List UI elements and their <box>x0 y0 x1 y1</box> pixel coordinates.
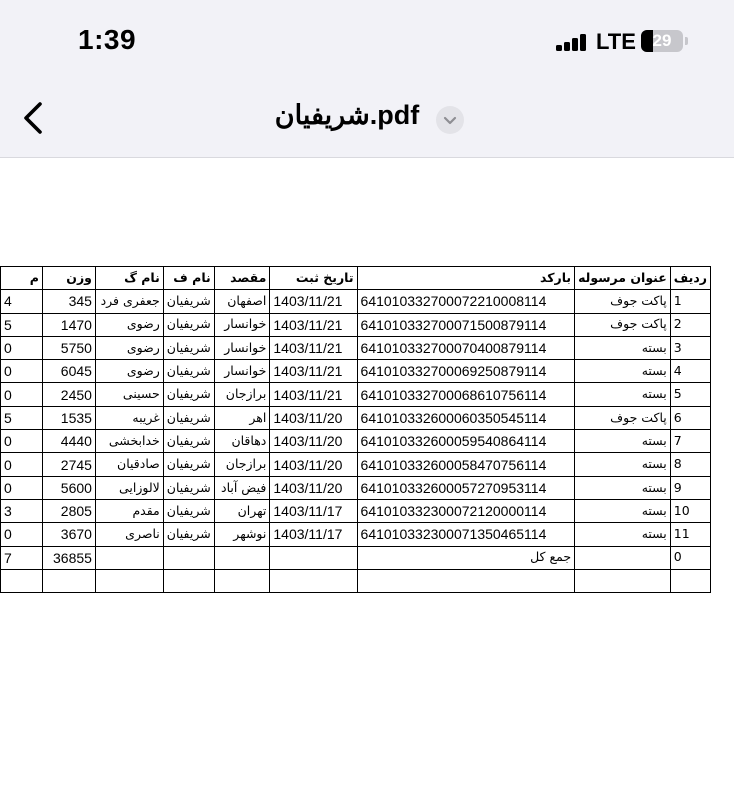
cell-destination: تهران <box>214 499 270 522</box>
status-time: 1:39 <box>78 24 137 55</box>
cell-first-name: حسینی <box>95 383 163 406</box>
cell-total-row-number: 0 <box>670 546 710 569</box>
cell-shipment-title: بسته <box>575 499 671 522</box>
cell-destination: اصفهان <box>214 290 270 313</box>
table-row <box>1 476 711 499</box>
table-header-row <box>1 267 711 290</box>
cell-destination: خوانسار <box>214 360 270 383</box>
header-date: تاریخ ثبت <box>270 267 357 290</box>
cell-row-number: 3 <box>670 336 710 359</box>
shipments-table <box>0 266 711 593</box>
cell-barcode: 641010332700071500879114 <box>357 313 575 336</box>
document-title[interactable]: شریفیان.pdf <box>274 100 420 130</box>
battery-icon <box>641 30 683 52</box>
header-first-name: نام گ <box>95 267 163 290</box>
cell-weight: 4440 <box>42 430 95 453</box>
cell-empty <box>1 569 43 592</box>
cell-date: 1403/11/21 <box>270 290 357 313</box>
cell-shipment-title: پاکت جوف <box>575 406 671 429</box>
cell-empty <box>270 546 357 569</box>
cell-empty <box>270 569 357 592</box>
cell-date: 1403/11/21 <box>270 336 357 359</box>
cell-extra: 3 <box>1 499 43 522</box>
navigation-bar <box>0 80 734 158</box>
cell-row-number: 5 <box>670 383 710 406</box>
cell-first-name: رضوی <box>95 313 163 336</box>
cell-shipment-title: بسته <box>575 336 671 359</box>
cell-barcode: 641010332700072210008114 <box>357 290 575 313</box>
table-row <box>1 336 711 359</box>
table-row <box>1 430 711 453</box>
cell-empty <box>95 546 163 569</box>
cell-first-name: مقدم <box>95 499 163 522</box>
cell-total-extra: 7 <box>1 546 43 569</box>
cell-first-name: غریبه <box>95 406 163 429</box>
header-last-name: نام ف <box>163 267 214 290</box>
cell-first-name: جعفری فرد <box>95 290 163 313</box>
cell-empty <box>575 546 671 569</box>
cell-shipment-title: بسته <box>575 383 671 406</box>
cellular-signal-icon <box>556 33 588 51</box>
cell-last-name: شریفیان <box>163 383 214 406</box>
cell-barcode: 641010332700070400879114 <box>357 336 575 359</box>
cell-barcode: 641010332300072120000114 <box>357 499 575 522</box>
cell-extra: 0 <box>1 360 43 383</box>
cell-destination: برازجان <box>214 383 270 406</box>
cell-first-name: ناصری <box>95 523 163 546</box>
cell-shipment-title: بسته <box>575 430 671 453</box>
cell-row-number: 9 <box>670 476 710 499</box>
cell-destination: نوشهر <box>214 523 270 546</box>
table-row <box>1 406 711 429</box>
cell-last-name: شریفیان <box>163 360 214 383</box>
cell-barcode: 641010332700068610756114 <box>357 383 575 406</box>
cell-date: 1403/11/21 <box>270 360 357 383</box>
header-row-number: ردیف <box>670 267 710 290</box>
cell-total-label: جمع کل <box>357 546 575 569</box>
cell-extra: 0 <box>1 383 43 406</box>
cell-destination: اهر <box>214 406 270 429</box>
cell-total-weight: 36855 <box>42 546 95 569</box>
cell-row-number: 6 <box>670 406 710 429</box>
cell-date: 1403/11/21 <box>270 383 357 406</box>
table-row <box>1 523 711 546</box>
table-empty-row <box>1 569 711 592</box>
cell-date: 1403/11/17 <box>270 523 357 546</box>
table-row <box>1 360 711 383</box>
cell-destination: دهاقان <box>214 430 270 453</box>
cell-destination: خوانسار <box>214 313 270 336</box>
chevron-down-icon <box>436 106 464 134</box>
cell-empty <box>357 569 575 592</box>
cell-row-number: 4 <box>670 360 710 383</box>
cell-barcode: 641010332700069250879114 <box>357 360 575 383</box>
cell-extra: 0 <box>1 336 43 359</box>
cell-last-name: شریفیان <box>163 523 214 546</box>
cell-row-number: 7 <box>670 430 710 453</box>
cell-last-name: شریفیان <box>163 476 214 499</box>
cell-weight: 2805 <box>42 499 95 522</box>
cell-empty <box>575 569 671 592</box>
cell-row-number: 2 <box>670 313 710 336</box>
cell-extra: 0 <box>1 476 43 499</box>
cell-empty <box>214 569 270 592</box>
table-row <box>1 453 711 476</box>
header-barcode: بارکد <box>357 267 575 290</box>
title-menu-button[interactable] <box>436 106 464 134</box>
cell-empty <box>95 569 163 592</box>
header-weight: وزن <box>42 267 95 290</box>
cell-last-name: شریفیان <box>163 406 214 429</box>
cell-date: 1403/11/17 <box>270 499 357 522</box>
cell-weight: 1535 <box>42 406 95 429</box>
cell-shipment-title: پاکت جوف <box>575 313 671 336</box>
cell-row-number: 1 <box>670 290 710 313</box>
cell-date: 1403/11/20 <box>270 476 357 499</box>
cell-extra: 4 <box>1 290 43 313</box>
header-shipment-title: عنوان مرسوله <box>575 267 671 290</box>
cell-barcode: 641010332600060350545114 <box>357 406 575 429</box>
cell-extra: 5 <box>1 406 43 429</box>
cell-empty <box>670 569 710 592</box>
status-bar <box>0 0 734 80</box>
cell-first-name: صادقیان <box>95 453 163 476</box>
table-row <box>1 383 711 406</box>
cell-last-name: شریفیان <box>163 453 214 476</box>
table-row <box>1 290 711 313</box>
cell-destination: فیض آباد <box>214 476 270 499</box>
cell-weight: 1470 <box>42 313 95 336</box>
header-extra: م <box>1 267 43 290</box>
table-row <box>1 499 711 522</box>
battery-level: 29 <box>652 31 672 50</box>
cell-weight: 2450 <box>42 383 95 406</box>
cell-barcode: 641010332600059540864114 <box>357 430 575 453</box>
cell-weight: 5600 <box>42 476 95 499</box>
cell-date: 1403/11/21 <box>270 313 357 336</box>
pdf-page[interactable] <box>0 158 734 800</box>
cell-last-name: شریفیان <box>163 290 214 313</box>
cell-weight: 345 <box>42 290 95 313</box>
cell-shipment-title: بسته <box>575 453 671 476</box>
cell-row-number: 11 <box>670 523 710 546</box>
cell-extra: 5 <box>1 313 43 336</box>
cell-destination: خوانسار <box>214 336 270 359</box>
cell-extra: 0 <box>1 523 43 546</box>
cell-weight: 3670 <box>42 523 95 546</box>
cell-row-number: 8 <box>670 453 710 476</box>
cell-first-name: رضوی <box>95 336 163 359</box>
cell-shipment-title: پاکت جوف <box>575 290 671 313</box>
cell-date: 1403/11/20 <box>270 406 357 429</box>
cell-shipment-title: بسته <box>575 476 671 499</box>
cell-last-name: شریفیان <box>163 336 214 359</box>
table-total-row <box>1 546 711 569</box>
cell-barcode: 641010332600058470756114 <box>357 453 575 476</box>
table-row <box>1 313 711 336</box>
cell-last-name: شریفیان <box>163 430 214 453</box>
battery-cap <box>685 37 688 45</box>
cell-first-name: خدابخشی <box>95 430 163 453</box>
network-type: LTE <box>596 29 636 54</box>
cell-empty <box>214 546 270 569</box>
cell-extra: 0 <box>1 453 43 476</box>
cell-first-name: لالوزایی <box>95 476 163 499</box>
cell-empty <box>163 546 214 569</box>
cell-first-name: رضوی <box>95 360 163 383</box>
cell-shipment-title: بسته <box>575 360 671 383</box>
header-destination: مقصد <box>214 267 270 290</box>
cell-empty <box>163 569 214 592</box>
cell-shipment-title: بسته <box>575 523 671 546</box>
cell-last-name: شریفیان <box>163 313 214 336</box>
cell-barcode: 641010332300071350465114 <box>357 523 575 546</box>
cell-row-number: 10 <box>670 499 710 522</box>
cell-barcode: 641010332600057270953114 <box>357 476 575 499</box>
cell-date: 1403/11/20 <box>270 453 357 476</box>
cell-last-name: شریفیان <box>163 499 214 522</box>
cell-weight: 6045 <box>42 360 95 383</box>
cell-empty <box>42 569 95 592</box>
cell-weight: 2745 <box>42 453 95 476</box>
cell-weight: 5750 <box>42 336 95 359</box>
cell-destination: برازجان <box>214 453 270 476</box>
cell-date: 1403/11/20 <box>270 430 357 453</box>
cell-extra: 0 <box>1 430 43 453</box>
